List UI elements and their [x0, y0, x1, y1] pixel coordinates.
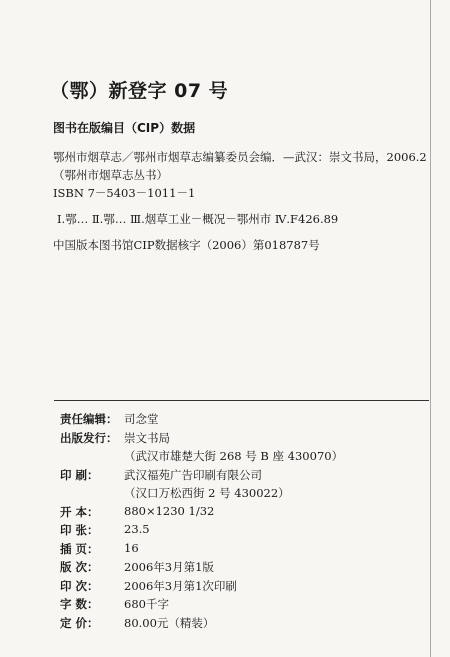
- credit-row-words: [60, 596, 420, 615]
- credit-value: 司念堂: [124, 412, 159, 426]
- cip-record-number: 中国版本图书馆CIP数据核字（2006）第018787号: [53, 238, 320, 252]
- credit-row-edition: [60, 559, 420, 578]
- credit-label: 出版发行：: [60, 430, 118, 445]
- credit-row-plates: [60, 541, 420, 560]
- credit-value: 16: [124, 540, 139, 555]
- credit-row-publisher-address: [60, 448, 420, 467]
- credit-value: 2006年3月第1次印刷: [124, 578, 237, 593]
- credit-value: （武汉市雄楚大街 268 号 B 座 430070）: [124, 449, 344, 463]
- credit-label: 印 刷：: [60, 467, 99, 482]
- credit-value: 680千字: [124, 597, 169, 611]
- credit-row-printer-address: [60, 485, 420, 504]
- credit-value: 崇文书局: [124, 430, 170, 445]
- registration-number: （鄂）新登字 07 号: [50, 80, 229, 102]
- credit-label: 开 本：: [60, 504, 99, 519]
- credit-row-printing: [60, 578, 420, 597]
- credit-label: 定 价：: [60, 615, 99, 630]
- credit-row-editor: [60, 411, 420, 430]
- cip-heading: 图书在版编目（CIP）数据: [53, 121, 196, 135]
- cip-isbn-line: ISBN 7－5403－1011－1: [53, 186, 196, 200]
- credit-label: 插 页：: [60, 541, 99, 556]
- page-edge-line: [430, 0, 431, 657]
- credit-value: 23.5: [124, 522, 150, 536]
- credits-block: [60, 411, 420, 633]
- credit-row-publisher: [60, 430, 420, 449]
- credit-row-format: [60, 504, 420, 523]
- divider-rule: [54, 400, 429, 401]
- credit-value: 80.00元（精装）: [124, 615, 215, 630]
- credit-label: 字 数：: [60, 597, 99, 611]
- credit-label: 责任编辑：: [60, 412, 118, 426]
- credit-value: （汉口万松西街 2 号 430022）: [124, 486, 290, 500]
- credit-value: 2006年3月第1版: [124, 560, 214, 574]
- credit-label: 印 张：: [60, 523, 99, 537]
- credit-label: 印 次：: [60, 578, 99, 593]
- credit-row-price: [60, 615, 420, 634]
- cip-subject-line: Ⅰ.鄂… Ⅱ.鄂… Ⅲ.烟草工业－概况－鄂州市 Ⅳ.F426.89: [57, 212, 339, 226]
- cip-title-line: 鄂州市烟草志／鄂州市烟草志编纂委员会编．—武汉：崇文书局，2006.2: [53, 150, 427, 164]
- credit-value: 武汉福苑广告印刷有限公司: [124, 467, 262, 482]
- credit-label: 版 次：: [60, 560, 99, 574]
- credit-value: 880×1230 1/32: [124, 503, 215, 518]
- credit-row-printer: [60, 467, 420, 486]
- cip-series-line: （鄂州市烟草志丛书）: [53, 168, 168, 182]
- credit-row-sheets: [60, 522, 420, 541]
